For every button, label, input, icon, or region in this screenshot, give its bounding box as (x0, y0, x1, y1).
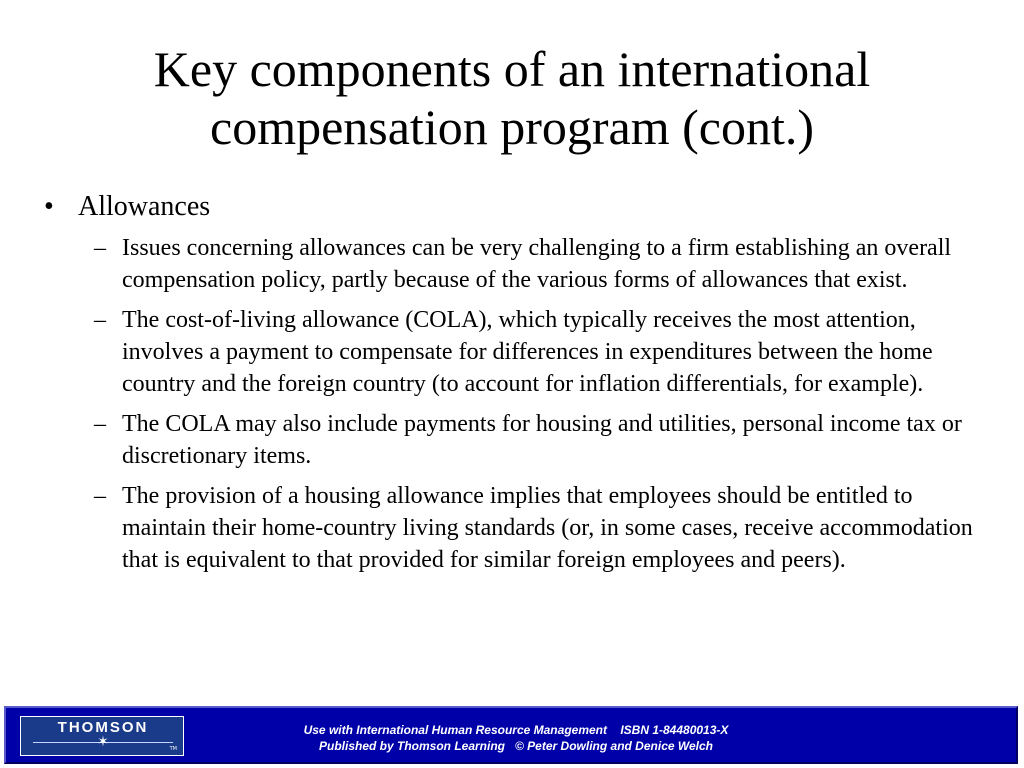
footer-bar (4, 706, 1018, 764)
sub-bullet-text: The cost-of-living allowance (COLA), which typically receives the most attention, involves a payment to compensate for differences in expenditures between the home country and the foreign country (to account for inflation differentials, for example). (122, 307, 933, 397)
footer-line-1: Use with International Human Resource Management ISBN 1-84480013-X (303, 723, 729, 737)
footer-credits (206, 722, 826, 754)
slide-body (40, 190, 1000, 584)
footer (0, 704, 1024, 768)
sub-bullet-marker: – (94, 235, 106, 261)
bullet-allowances (40, 190, 1000, 224)
thomson-logo (20, 716, 184, 756)
sub-bullet-item (40, 232, 1000, 296)
sub-bullet-marker: – (94, 411, 106, 437)
sub-bullet-text: The provision of a housing allowance implies that employees should be entitled to maintain their home-country living standards (or, in some cases, receive accommodation that is equivalent to that provided for similar foreign employees and peers). (122, 483, 973, 573)
slide-title (40, 40, 984, 156)
sub-bullet-item (40, 408, 1000, 472)
bullet-marker: • (44, 191, 54, 222)
star-icon: ✶ (97, 734, 109, 750)
bullet-label: Allowances (78, 191, 211, 222)
slide-title-line-2: compensation program (cont.) (210, 99, 814, 155)
sub-bullet-list (40, 232, 1000, 576)
sub-bullet-text: The COLA may also include payments for housing and utilities, personal income tax or discretionary items. (122, 411, 962, 469)
sub-bullet-item (40, 480, 1000, 576)
trademark-mark: TM (169, 746, 177, 752)
sub-bullet-item (40, 304, 1000, 400)
sub-bullet-marker: – (94, 307, 106, 333)
slide-title-line-1: Key components of an international (153, 41, 871, 97)
sub-bullet-marker: – (94, 483, 106, 509)
footer-line-2: Published by Thomson Learning © Peter Dowling and Denice Welch (318, 739, 713, 753)
sub-bullet-text: Issues concerning allowances can be very challenging to a firm establishing an overall compensation policy, partly because of the various forms of allowances that exist. (122, 235, 952, 293)
logo-wordmark: THOMSON (57, 719, 149, 736)
